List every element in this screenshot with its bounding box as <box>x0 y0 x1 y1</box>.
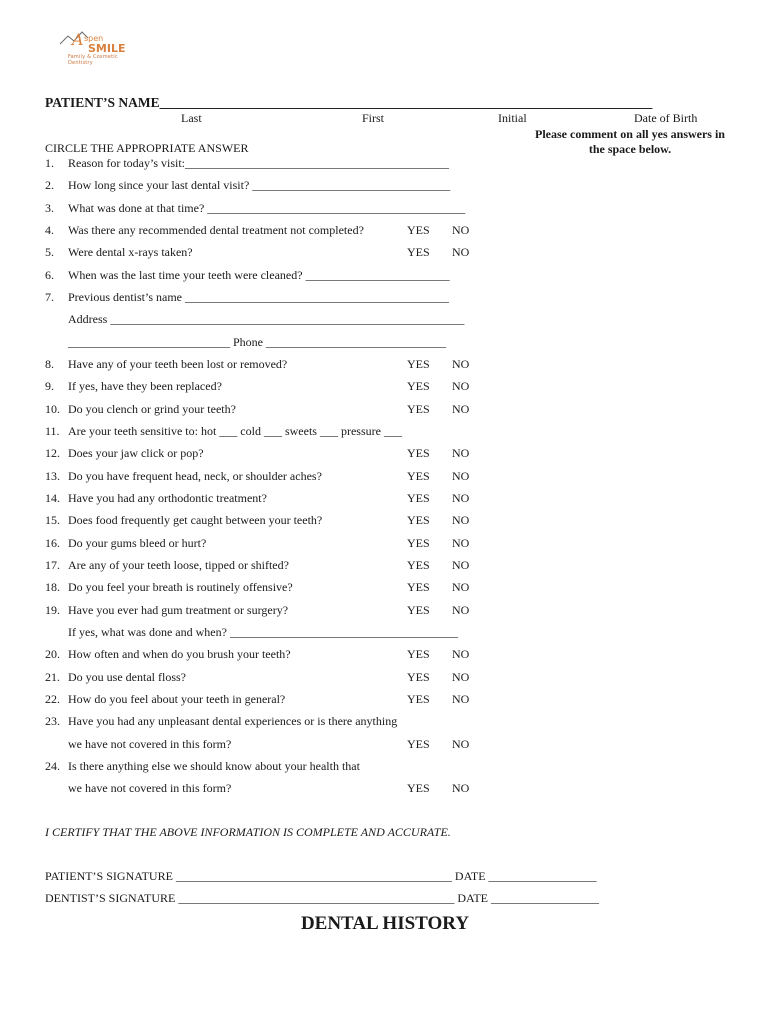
answer-yes[interactable]: YES <box>407 356 430 371</box>
question-text: Is there anything else we should know about your health that <box>68 758 360 773</box>
page-title: DENTAL HISTORY <box>300 913 470 934</box>
label-last: Last <box>181 111 202 125</box>
answer-yes[interactable]: YES <box>407 781 430 796</box>
question-text: we have not covered in this form? <box>68 781 232 796</box>
question-number: 16. <box>45 535 60 550</box>
question-number: 11. <box>45 423 60 438</box>
question-number: 1. <box>45 156 54 170</box>
answer-yes[interactable]: YES <box>407 513 430 528</box>
question-text: Was there any recommended dental treatment not completed? <box>68 222 364 237</box>
question-text: Were dental x-rays taken? <box>68 245 193 260</box>
answer-yes[interactable]: YES <box>407 669 430 684</box>
question-number: 5. <box>45 245 54 260</box>
question-text: Do your gums bleed or hurt? <box>68 535 207 550</box>
question-number: 18. <box>45 580 60 595</box>
question-text: Does food frequently get caught between your teeth? <box>68 513 323 528</box>
answer-no[interactable]: NO <box>452 356 470 371</box>
answer-no[interactable]: NO <box>452 468 470 483</box>
answer-yes[interactable]: YES <box>407 245 430 260</box>
answer-yes[interactable]: YES <box>407 580 430 595</box>
answer-no[interactable]: NO <box>452 602 470 617</box>
question-number: 19. <box>45 602 60 617</box>
answer-no[interactable]: NO <box>452 401 470 416</box>
answer-no[interactable]: NO <box>452 490 470 505</box>
question-text: How do you feel about your teeth in general? <box>68 691 286 706</box>
question-text: Are any of your teeth loose, tipped or shifted? <box>68 557 289 572</box>
question-text[interactable]: Address ___________________________________________________________ <box>68 312 465 327</box>
answer-yes[interactable]: YES <box>407 647 430 662</box>
question-text: Do you clench or grind your teeth? <box>68 401 236 416</box>
question-text: If yes, have they been replaced? <box>68 379 222 394</box>
answer-no[interactable]: NO <box>452 781 470 796</box>
svg-text:SMILE: SMILE <box>88 42 126 55</box>
question-number: 2. <box>45 178 54 193</box>
answer-no[interactable]: NO <box>452 513 470 528</box>
question-number: 20. <box>45 647 60 662</box>
question-number: 3. <box>45 200 54 215</box>
svg-text:spen: spen <box>84 34 104 43</box>
aspen-smile-logo <box>58 28 138 64</box>
question-number: 21. <box>45 669 60 684</box>
answer-yes[interactable]: YES <box>407 557 430 572</box>
instructions: CIRCLE THE APPROPRIATE ANSWER <box>45 141 249 155</box>
question-text[interactable]: Previous dentist’s name ____________________________________________ <box>68 289 449 304</box>
question-number: 13. <box>45 468 60 483</box>
answer-yes[interactable]: YES <box>407 691 430 706</box>
answer-no[interactable]: NO <box>452 222 470 237</box>
question-text[interactable]: Are your teeth sensitive to: hot ___ cold ___ sweets ___ pressure ___ <box>68 423 402 438</box>
answer-yes[interactable]: YES <box>407 379 430 394</box>
answer-yes[interactable]: YES <box>407 446 430 461</box>
question-number: 15. <box>45 513 60 528</box>
question-text: Do you use dental floss? <box>68 669 186 684</box>
question-text: How often and when do you brush your teeth? <box>68 647 291 662</box>
question-number: 9. <box>45 379 54 394</box>
question-number: 6. <box>45 267 54 282</box>
answer-no[interactable]: NO <box>452 669 470 684</box>
question-number: 24. <box>45 758 60 773</box>
question-text[interactable]: What was done at that time? ___________________________________________ <box>68 200 466 215</box>
answer-yes[interactable]: YES <box>407 736 430 751</box>
question-number: 22. <box>45 691 60 706</box>
answer-no[interactable]: NO <box>452 557 470 572</box>
answer-yes[interactable]: YES <box>407 490 430 505</box>
label-initial: Initial <box>498 111 527 125</box>
patient-name-field[interactable]: PATIENT’S NAME_________________________________________________________________________ <box>45 95 653 110</box>
answer-no[interactable]: NO <box>452 647 470 662</box>
patient-signature-line[interactable]: PATIENT’S SIGNATURE ______________________________________________ DATE __________________ <box>45 869 597 883</box>
question-text: Do you have frequent head, neck, or shoulder aches? <box>68 468 322 483</box>
answer-yes[interactable]: YES <box>407 401 430 416</box>
question-text[interactable]: Reason for today’s visit:____________________________________________ <box>68 156 449 170</box>
answer-yes[interactable]: YES <box>407 535 430 550</box>
question-text: Have you ever had gum treatment or surgery? <box>68 602 289 617</box>
question-number: 4. <box>45 222 54 237</box>
answer-no[interactable]: NO <box>452 379 470 394</box>
question-text[interactable]: If yes, what was done and when? ______________________________________ <box>68 624 458 639</box>
answer-no[interactable]: NO <box>452 691 470 706</box>
question-text: Have you had any unpleasant dental experiences or is there anything <box>68 714 398 729</box>
question-number: 7. <box>45 289 54 304</box>
question-text: Does your jaw click or pop? <box>68 446 204 461</box>
comment-note: Please comment on all yes answers in the space below. <box>535 127 725 156</box>
question-text[interactable]: ___________________________ Phone ______________________________ <box>68 334 446 349</box>
question-text[interactable]: When was the last time your teeth were cleaned? ________________________ <box>68 267 450 282</box>
question-text: we have not covered in this form? <box>68 736 232 751</box>
answer-yes[interactable]: YES <box>407 468 430 483</box>
answer-no[interactable]: NO <box>452 245 470 260</box>
question-number: 17. <box>45 557 60 572</box>
answer-no[interactable]: NO <box>452 736 470 751</box>
logo-tagline: Family & Cosmetic Dentistry <box>68 54 118 66</box>
question-number: 8. <box>45 356 54 371</box>
question-number: 23. <box>45 714 60 729</box>
answer-yes[interactable]: YES <box>407 602 430 617</box>
question-number: 12. <box>45 446 60 461</box>
certification-statement: I CERTIFY THAT THE ABOVE INFORMATION IS COMPLETE AND ACCURATE. <box>45 825 451 839</box>
answer-no[interactable]: NO <box>452 535 470 550</box>
question-text: Do you feel your breath is routinely offensive? <box>68 580 293 595</box>
question-text: Have any of your teeth been lost or removed? <box>68 356 288 371</box>
label-dob: Date of Birth <box>634 111 698 125</box>
answer-no[interactable]: NO <box>452 446 470 461</box>
label-first: First <box>362 111 385 125</box>
question-number: 10. <box>45 401 60 416</box>
question-text[interactable]: How long since your last dental visit? _________________________________ <box>68 178 451 193</box>
answer-yes[interactable]: YES <box>407 222 430 237</box>
answer-no[interactable]: NO <box>452 580 470 595</box>
dentist-signature-line[interactable]: DENTIST’S SIGNATURE ______________________________________________ DATE __________________ <box>45 891 599 905</box>
svg-text:A: A <box>72 30 84 49</box>
question-number: 14. <box>45 490 60 505</box>
question-text: Have you had any orthodontic treatment? <box>68 490 267 505</box>
